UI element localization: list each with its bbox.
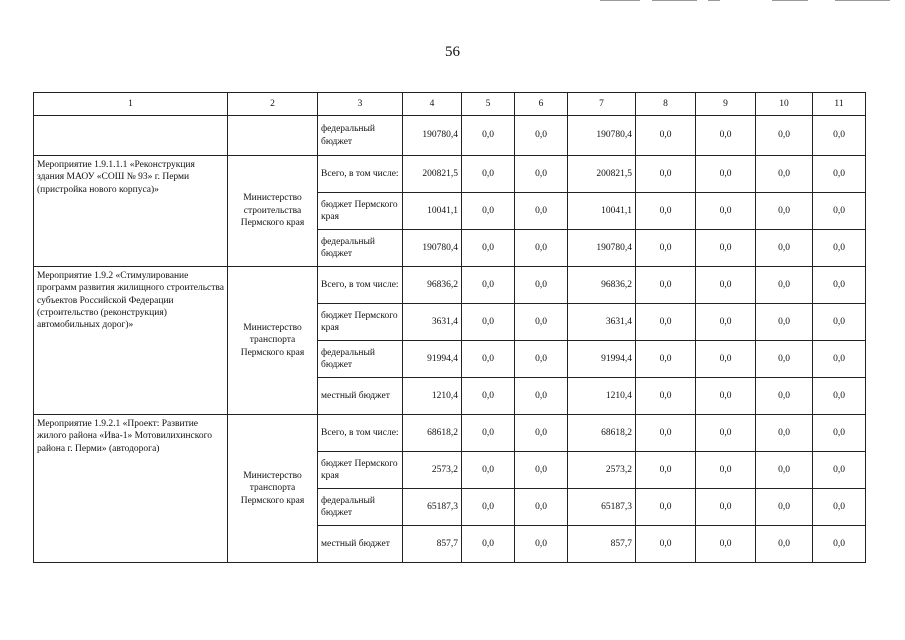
value-cell: 2573,2 <box>403 452 462 489</box>
funding-source-cell: Всего, в том числе: <box>318 415 403 452</box>
funding-source-cell: Всего, в том числе: <box>318 267 403 304</box>
funding-source-cell: федеральный бюджет <box>318 489 403 526</box>
value-cell: 0,0 <box>756 415 813 452</box>
value-cell: 0,0 <box>696 193 756 230</box>
value-cell: 1210,4 <box>568 378 636 415</box>
executor-cell: Министерство строительства Пермского края <box>228 156 318 267</box>
column-header: 2 <box>228 93 318 116</box>
column-header: 1 <box>34 93 228 116</box>
value-cell: 0,0 <box>462 415 515 452</box>
value-cell: 65187,3 <box>568 489 636 526</box>
value-cell: 0,0 <box>462 304 515 341</box>
value-cell: 0,0 <box>696 415 756 452</box>
value-cell: 0,0 <box>462 156 515 193</box>
value-cell: 0,0 <box>636 267 696 304</box>
value-cell: 0,0 <box>813 193 866 230</box>
value-cell: 0,0 <box>813 415 866 452</box>
value-cell: 0,0 <box>756 526 813 563</box>
value-cell: 0,0 <box>696 116 756 156</box>
value-cell: 0,0 <box>813 526 866 563</box>
value-cell: 0,0 <box>756 267 813 304</box>
funding-source-cell: федеральный бюджет <box>318 341 403 378</box>
page-number: 56 <box>445 44 460 60</box>
column-header: 9 <box>696 93 756 116</box>
value-cell: 0,0 <box>462 341 515 378</box>
table-row <box>34 116 866 156</box>
scan-artifact-mark <box>708 0 720 1</box>
funding-source-cell: бюджет Пермского края <box>318 452 403 489</box>
value-cell: 0,0 <box>462 489 515 526</box>
funding-source-cell: федеральный бюджет <box>318 116 403 156</box>
executor-cell: Министерство транспорта Пермского края <box>228 415 318 563</box>
value-cell: 91994,4 <box>403 341 462 378</box>
value-cell: 0,0 <box>462 193 515 230</box>
value-cell: 0,0 <box>636 378 696 415</box>
value-cell: 0,0 <box>636 415 696 452</box>
value-cell: 0,0 <box>813 267 866 304</box>
value-cell: 857,7 <box>568 526 636 563</box>
value-cell: 1210,4 <box>403 378 462 415</box>
value-cell: 0,0 <box>636 230 696 267</box>
event-cell: Мероприятие 1.9.1.1.1 «Реконструкция здания МАОУ «СОШ № 93» г. Перми (пристройка нового корпуса)» <box>34 156 228 267</box>
value-cell: 0,0 <box>636 116 696 156</box>
value-cell: 0,0 <box>813 156 866 193</box>
scan-artifact-mark <box>652 0 697 1</box>
value-cell: 0,0 <box>515 116 568 156</box>
value-cell: 0,0 <box>636 526 696 563</box>
value-cell: 200821,5 <box>403 156 462 193</box>
column-header: 7 <box>568 93 636 116</box>
value-cell: 0,0 <box>756 116 813 156</box>
column-header: 4 <box>403 93 462 116</box>
value-cell: 0,0 <box>756 378 813 415</box>
value-cell: 0,0 <box>696 267 756 304</box>
funding-source-cell: бюджет Пермского края <box>318 193 403 230</box>
value-cell: 0,0 <box>756 193 813 230</box>
value-cell: 10041,1 <box>568 193 636 230</box>
value-cell: 200821,5 <box>568 156 636 193</box>
value-cell: 0,0 <box>515 415 568 452</box>
funding-source-cell: бюджет Пермского края <box>318 304 403 341</box>
value-cell: 91994,4 <box>568 341 636 378</box>
value-cell: 0,0 <box>636 156 696 193</box>
value-cell: 0,0 <box>636 304 696 341</box>
value-cell: 2573,2 <box>568 452 636 489</box>
value-cell: 190780,4 <box>403 116 462 156</box>
value-cell: 0,0 <box>515 193 568 230</box>
value-cell: 0,0 <box>515 341 568 378</box>
value-cell: 0,0 <box>515 156 568 193</box>
column-header: 11 <box>813 93 866 116</box>
value-cell: 190780,4 <box>568 230 636 267</box>
value-cell: 0,0 <box>696 156 756 193</box>
value-cell: 0,0 <box>462 267 515 304</box>
value-cell: 0,0 <box>696 230 756 267</box>
value-cell: 0,0 <box>515 230 568 267</box>
value-cell: 0,0 <box>462 116 515 156</box>
value-cell: 0,0 <box>636 341 696 378</box>
value-cell: 190780,4 <box>403 230 462 267</box>
value-cell: 0,0 <box>813 116 866 156</box>
event-cell: Мероприятие 1.9.2 «Стимулирование программ развития жилищного строительства субъектов Российской Федерации (строительство (реконструкция) автомобильных дорог)» <box>34 267 228 415</box>
value-cell: 3631,4 <box>403 304 462 341</box>
value-cell: 0,0 <box>696 341 756 378</box>
value-cell: 0,0 <box>636 452 696 489</box>
value-cell: 0,0 <box>813 489 866 526</box>
funding-source-cell: местный бюджет <box>318 526 403 563</box>
value-cell: 96836,2 <box>403 267 462 304</box>
value-cell: 857,7 <box>403 526 462 563</box>
value-cell: 0,0 <box>636 489 696 526</box>
value-cell: 68618,2 <box>568 415 636 452</box>
value-cell: 0,0 <box>515 452 568 489</box>
value-cell: 0,0 <box>756 489 813 526</box>
value-cell: 0,0 <box>756 230 813 267</box>
funding-source-cell: федеральный бюджет <box>318 230 403 267</box>
value-cell: 0,0 <box>813 378 866 415</box>
funding-source-cell: Всего, в том числе: <box>318 156 403 193</box>
value-cell: 96836,2 <box>568 267 636 304</box>
value-cell: 0,0 <box>462 526 515 563</box>
value-cell: 10041,1 <box>403 193 462 230</box>
value-cell: 0,0 <box>756 156 813 193</box>
event-cell <box>34 116 228 156</box>
value-cell: 0,0 <box>696 526 756 563</box>
value-cell: 0,0 <box>515 489 568 526</box>
value-cell: 68618,2 <box>403 415 462 452</box>
value-cell: 0,0 <box>756 341 813 378</box>
table-row <box>34 267 866 304</box>
value-cell: 0,0 <box>696 452 756 489</box>
column-header: 5 <box>462 93 515 116</box>
event-cell: Мероприятие 1.9.2.1 «Проект: Развитие жилого района «Ива-1» Мотовилихинского района г. Перми» (автодорога) <box>34 415 228 563</box>
scan-artifact-mark <box>600 0 640 1</box>
value-cell: 0,0 <box>813 341 866 378</box>
value-cell: 0,0 <box>515 526 568 563</box>
column-header: 3 <box>318 93 403 116</box>
value-cell: 0,0 <box>696 489 756 526</box>
value-cell: 190780,4 <box>568 116 636 156</box>
value-cell: 0,0 <box>515 267 568 304</box>
column-header: 6 <box>515 93 568 116</box>
value-cell: 0,0 <box>756 452 813 489</box>
column-number-header <box>34 93 866 116</box>
scan-artifact-mark <box>772 0 808 1</box>
value-cell: 0,0 <box>462 230 515 267</box>
value-cell: 0,0 <box>813 230 866 267</box>
funding-source-cell: местный бюджет <box>318 378 403 415</box>
scan-artifact-mark <box>835 0 890 1</box>
value-cell: 0,0 <box>696 304 756 341</box>
value-cell: 0,0 <box>813 452 866 489</box>
value-cell: 0,0 <box>813 304 866 341</box>
value-cell: 0,0 <box>756 304 813 341</box>
column-header: 8 <box>636 93 696 116</box>
column-header: 10 <box>756 93 813 116</box>
value-cell: 0,0 <box>462 378 515 415</box>
value-cell: 65187,3 <box>403 489 462 526</box>
value-cell: 0,0 <box>515 378 568 415</box>
table-row <box>34 156 866 193</box>
executor-cell: Министерство транспорта Пермского края <box>228 267 318 415</box>
table-row <box>34 415 866 452</box>
value-cell: 3631,4 <box>568 304 636 341</box>
executor-cell <box>228 116 318 156</box>
value-cell: 0,0 <box>462 452 515 489</box>
value-cell: 0,0 <box>636 193 696 230</box>
value-cell: 0,0 <box>515 304 568 341</box>
budget-table <box>33 92 866 563</box>
value-cell: 0,0 <box>696 378 756 415</box>
